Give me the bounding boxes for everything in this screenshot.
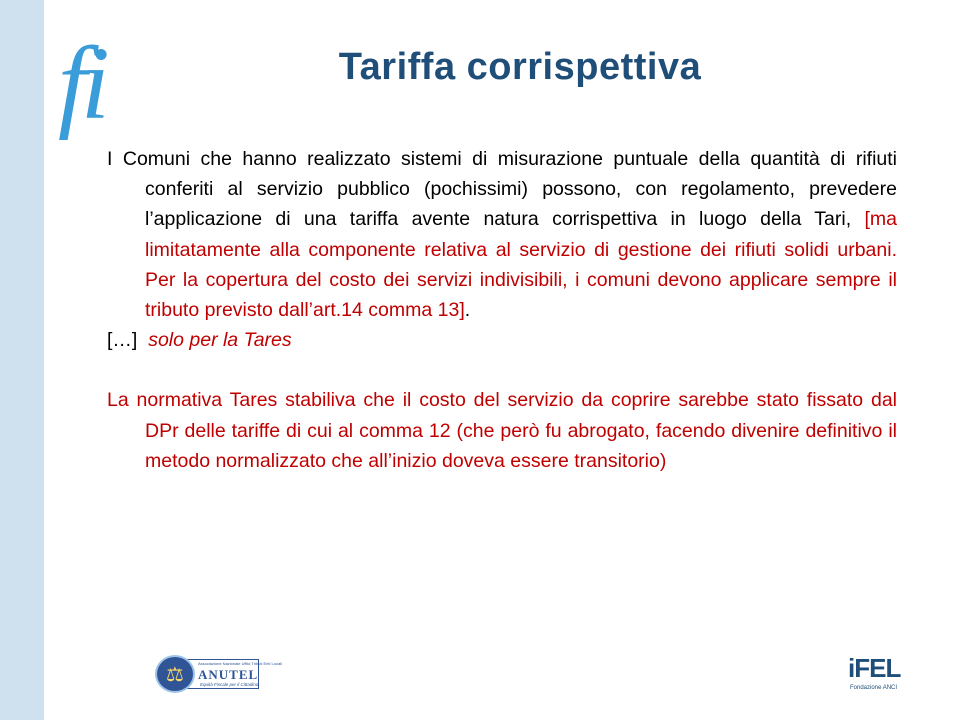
- slide-body: [107, 144, 897, 476]
- scales-icon: [155, 655, 195, 693]
- ifel-subtitle: Fondazione ANCI: [850, 685, 898, 691]
- paragraph-comuni-highlight: [ma limitatamente alla componente relativa al servizio di gestione dei rifiuti solidi urbani. Per la copertura del costo dei servizi indivisibili, i comuni devono applicare sempre il tributo previsto dall’art.14 comma 13]: [145, 208, 897, 322]
- paragraph-comuni-end: .: [464, 299, 471, 322]
- anutel-logo-box: [185, 659, 282, 689]
- left-side-bar: [0, 0, 44, 720]
- anutel-name: ANUTEL: [198, 667, 259, 682]
- fi-logo: fi: [58, 26, 104, 141]
- anutel-motto: Equità Fiscale per il Cittadino: [200, 682, 259, 687]
- tares-note: solo per la Tares: [148, 329, 292, 352]
- paragraph-spacer: [107, 355, 897, 385]
- ifel-name: iFEL: [848, 653, 901, 683]
- slide-title: Tariffa corrispettiva: [338, 46, 702, 88]
- bracket-line: [107, 325, 897, 355]
- paragraph-comuni: [107, 144, 897, 325]
- anutel-association-text: Associazione Nazionale Uffici Tributi Enti Locali: [198, 661, 282, 666]
- ifel-logo: [848, 655, 904, 697]
- bracket-ellipsis: […]: [107, 329, 138, 352]
- paragraph-comuni-text: I Comuni che hanno realizzato sistemi di misurazione puntuale della quantità di rifiuti conferiti al servizio pubblico (pochissimi) possono, con regolamento, prevedere l’applicazione di una tariffa avente natura corrispettiva in luogo della Tari,: [107, 148, 897, 231]
- paragraph-tares: La normativa Tares stabiliva che il costo del servizio da coprire sarebbe stato fissato dal DPr delle tariffe di cui al comma 12 (che però fu abrogato, facendo divenire definitivo il metodo normalizzato che all’inizio doveva essere transitorio): [107, 389, 897, 472]
- anutel-logo: [155, 655, 282, 693]
